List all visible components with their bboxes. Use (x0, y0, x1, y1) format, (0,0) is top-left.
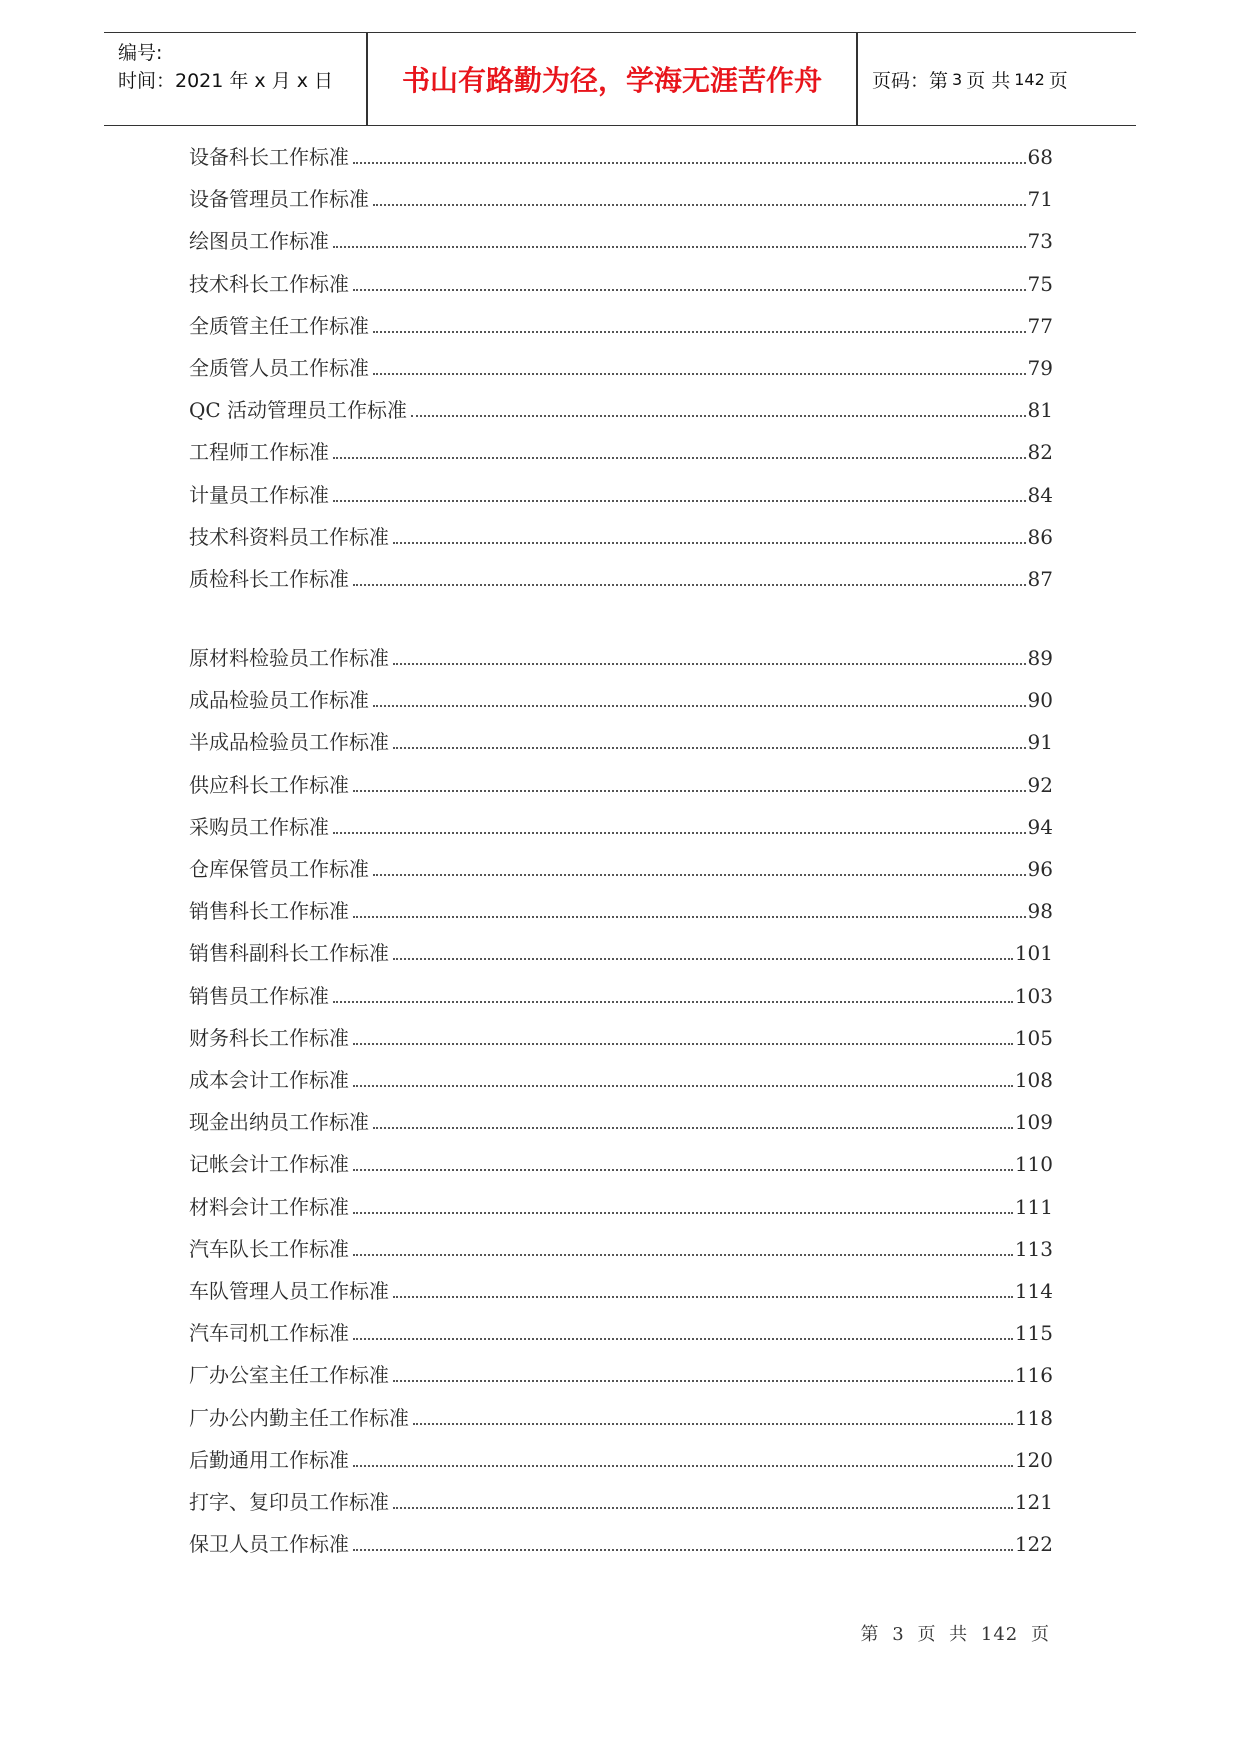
toc-entry-title: 记帐会计工作标准 (189, 1152, 349, 1177)
toc-entry-title: 设备科长工作标准 (189, 145, 349, 169)
toc-dot-leader (393, 1296, 1013, 1298)
toc-entry-title: 供应科长工作标准 (189, 772, 349, 797)
footer-current: 3 (892, 1624, 905, 1645)
toc-entry-page: 118 (1014, 1405, 1053, 1430)
toc-dot-leader (413, 1423, 1013, 1425)
header-meta (118, 39, 333, 95)
toc-entry-page: 75 (1027, 271, 1053, 296)
page-current: 3 (952, 69, 963, 89)
toc-entry-title: 原材料检验员工作标准 (189, 646, 389, 670)
toc-entry-title: 厂办公内勤主任工作标准 (189, 1405, 409, 1430)
toc-dot-leader (393, 1380, 1013, 1382)
toc-dot-leader (393, 747, 1026, 749)
toc-dot-leader (353, 289, 1026, 291)
toc-entry-title: 质检科长工作标准 (189, 567, 349, 591)
toc-entry[interactable] (189, 1487, 1053, 1517)
toc-dot-leader (333, 1001, 1013, 1003)
toc-entry[interactable] (189, 896, 1053, 926)
toc-dot-leader (333, 457, 1026, 459)
toc-entry[interactable] (189, 1023, 1053, 1053)
toc-entry[interactable] (189, 395, 1053, 425)
toc-entry-title: 汽车队长工作标准 (189, 1236, 349, 1261)
toc-entry-title: 半成品检验员工作标准 (189, 730, 389, 755)
toc-entry[interactable] (189, 643, 1053, 673)
toc-entry-title: 设备管理员工作标准 (189, 187, 369, 212)
toc-dot-leader (353, 1043, 1013, 1045)
toc-dot-leader (393, 958, 1013, 960)
header-motto: 书山有路勤为径，学海无涯苦作舟 (401, 64, 822, 97)
toc-entry-page: 73 (1027, 229, 1053, 254)
toc-dot-leader (353, 1254, 1013, 1256)
toc-entry-page: 82 (1027, 440, 1053, 465)
toc-dot-leader (393, 1507, 1013, 1509)
toc-entry-title: 成本会计工作标准 (189, 1068, 349, 1092)
toc-entry-title: 材料会计工作标准 (189, 1194, 349, 1219)
toc-entry[interactable] (189, 770, 1053, 800)
toc-entry-title: 成品检验员工作标准 (189, 688, 369, 713)
toc-entry-page: 81 (1027, 398, 1053, 423)
footer-total: 142 (980, 1624, 1019, 1645)
toc-entry-title: 全质管主任工作标准 (189, 313, 369, 338)
toc-entry[interactable] (189, 1276, 1053, 1306)
toc-entry-page: 94 (1027, 814, 1053, 839)
toc-entry-page: 77 (1027, 313, 1053, 338)
toc-entry-title: 汽车司机工作标准 (189, 1321, 349, 1346)
toc-entry-title: 财务科长工作标准 (189, 1025, 349, 1050)
toc-entry[interactable] (189, 353, 1053, 383)
toc-entry-page: 98 (1027, 899, 1053, 924)
toc-entry-title: 后勤通用工作标准 (189, 1447, 349, 1472)
toc-entry[interactable] (189, 812, 1053, 842)
toc-entry-page: 116 (1014, 1363, 1053, 1388)
toc-entry-page: 114 (1014, 1279, 1053, 1303)
toc-entry-title: 销售科长工作标准 (189, 899, 349, 924)
toc-entry[interactable] (189, 981, 1053, 1011)
toc-entry-page: 89 (1027, 646, 1053, 670)
toc-entry[interactable] (189, 1065, 1053, 1095)
toc-entry-title: QC 活动管理员工作标准 (189, 398, 408, 423)
toc-entry-page: 115 (1014, 1321, 1053, 1346)
toc-entry[interactable] (189, 311, 1053, 341)
serial-label: 编号: (118, 42, 163, 64)
toc-entry-page: 113 (1014, 1236, 1053, 1261)
toc-dot-leader (373, 705, 1026, 707)
toc-entry[interactable] (189, 1192, 1053, 1222)
toc-dot-leader (373, 204, 1026, 206)
toc-entry-title: 采购员工作标准 (189, 814, 329, 839)
toc-dot-leader (353, 790, 1026, 792)
page-suffix: 页 (1048, 69, 1068, 92)
toc-dot-leader (353, 1212, 1013, 1214)
toc-dot-leader (411, 415, 1025, 417)
page-footer (858, 1620, 1053, 1646)
toc-dot-leader (353, 916, 1026, 918)
toc-entry-page: 84 (1027, 482, 1053, 507)
toc-entry[interactable] (189, 938, 1053, 968)
toc-dot-leader (373, 331, 1026, 333)
toc-entry[interactable] (189, 854, 1053, 884)
toc-dot-leader (333, 246, 1026, 248)
toc-entry-page: 111 (1014, 1194, 1053, 1219)
toc-entry-title: 打字、复印员工作标准 (189, 1490, 389, 1514)
toc-entry[interactable] (189, 685, 1053, 715)
toc-entry-page: 120 (1014, 1447, 1053, 1472)
toc-entry-page: 105 (1014, 1025, 1053, 1050)
toc-dot-leader (353, 584, 1026, 586)
toc-entry-title: 技术科长工作标准 (189, 271, 349, 296)
toc-entry[interactable] (189, 1107, 1053, 1137)
page-header (104, 32, 1136, 126)
toc-dot-leader (353, 1338, 1013, 1340)
page-total: 142 (1014, 69, 1045, 89)
toc-entry-title: 销售员工作标准 (189, 983, 329, 1008)
toc-entry[interactable] (189, 226, 1053, 256)
toc-entry[interactable] (189, 1445, 1053, 1475)
page-middle: 页 共 (966, 69, 1011, 92)
toc-dot-leader (353, 1465, 1013, 1467)
toc-dot-leader (353, 1085, 1013, 1087)
toc-entry[interactable] (189, 184, 1053, 214)
toc-dot-leader (373, 1127, 1013, 1129)
page-prefix: 页码：第 (872, 69, 949, 92)
toc-entry[interactable] (189, 1318, 1053, 1348)
toc-entry-page: 79 (1027, 356, 1053, 380)
toc-entry[interactable] (189, 437, 1053, 467)
toc-dot-leader (373, 373, 1026, 375)
toc-dot-leader (353, 162, 1026, 164)
toc-entry[interactable] (189, 269, 1053, 299)
toc-entry-page: 101 (1014, 941, 1053, 966)
footer-middle2: 共 (949, 1624, 969, 1645)
toc-entry-title: 仓库保管员工作标准 (189, 857, 369, 881)
toc-entry[interactable] (189, 1234, 1053, 1264)
toc-entry-title: 绘图员工作标准 (189, 229, 329, 254)
footer-middle1: 页 (917, 1624, 937, 1645)
toc-entry-title: 厂办公室主任工作标准 (189, 1363, 389, 1388)
toc-entry[interactable] (189, 564, 1053, 594)
toc-entry-page: 108 (1014, 1068, 1053, 1092)
toc-entry[interactable] (189, 142, 1053, 172)
toc-entry-page: 109 (1014, 1110, 1053, 1135)
toc-entry-page: 90 (1027, 688, 1053, 713)
toc-entry[interactable] (189, 522, 1053, 552)
toc-entry-title: 销售科副科长工作标准 (189, 941, 389, 966)
toc-dot-leader (333, 832, 1026, 834)
header-page-number (858, 33, 1136, 125)
toc-entry-page: 92 (1027, 772, 1053, 797)
toc-dot-leader (393, 542, 1026, 544)
toc-entry-page: 96 (1027, 857, 1053, 881)
toc-entry-page: 86 (1027, 524, 1053, 549)
toc-dot-leader (373, 874, 1026, 876)
footer-prefix: 第 (860, 1624, 880, 1645)
toc-entry-page: 68 (1027, 145, 1053, 169)
toc-entry[interactable] (189, 1149, 1053, 1179)
toc-entry-title: 保卫人员工作标准 (189, 1532, 349, 1557)
toc-entry[interactable] (189, 1403, 1053, 1433)
toc-entry-title: 车队管理人员工作标准 (189, 1279, 389, 1303)
toc-entry-page: 110 (1014, 1152, 1053, 1177)
toc-entry[interactable] (189, 1529, 1053, 1559)
toc-entry-title: 技术科资料员工作标准 (189, 524, 389, 549)
toc-entry-page: 121 (1014, 1490, 1053, 1514)
toc-entry-page: 71 (1027, 187, 1053, 212)
toc-entry-page: 122 (1014, 1532, 1053, 1557)
toc-entry-title: 现金出纳员工作标准 (189, 1110, 369, 1135)
toc-entry-title: 计量员工作标准 (189, 482, 329, 507)
toc-entry-title: 全质管人员工作标准 (189, 356, 369, 380)
toc-entry-title: 工程师工作标准 (189, 440, 329, 465)
toc-entry-page: 87 (1027, 567, 1053, 591)
toc-entry[interactable] (189, 480, 1053, 510)
toc-dot-leader (353, 1549, 1013, 1551)
toc-entry[interactable] (189, 1360, 1053, 1390)
time-label: 时间：2021 年 x 月 x 日 (118, 70, 334, 92)
footer-suffix: 页 (1031, 1624, 1050, 1645)
toc-entry-page: 103 (1014, 983, 1053, 1008)
toc-dot-leader (353, 1169, 1013, 1171)
toc-dot-leader (333, 500, 1026, 502)
toc-entry-page: 91 (1027, 730, 1053, 755)
toc-entry[interactable] (189, 727, 1053, 757)
toc-dot-leader (393, 663, 1026, 665)
